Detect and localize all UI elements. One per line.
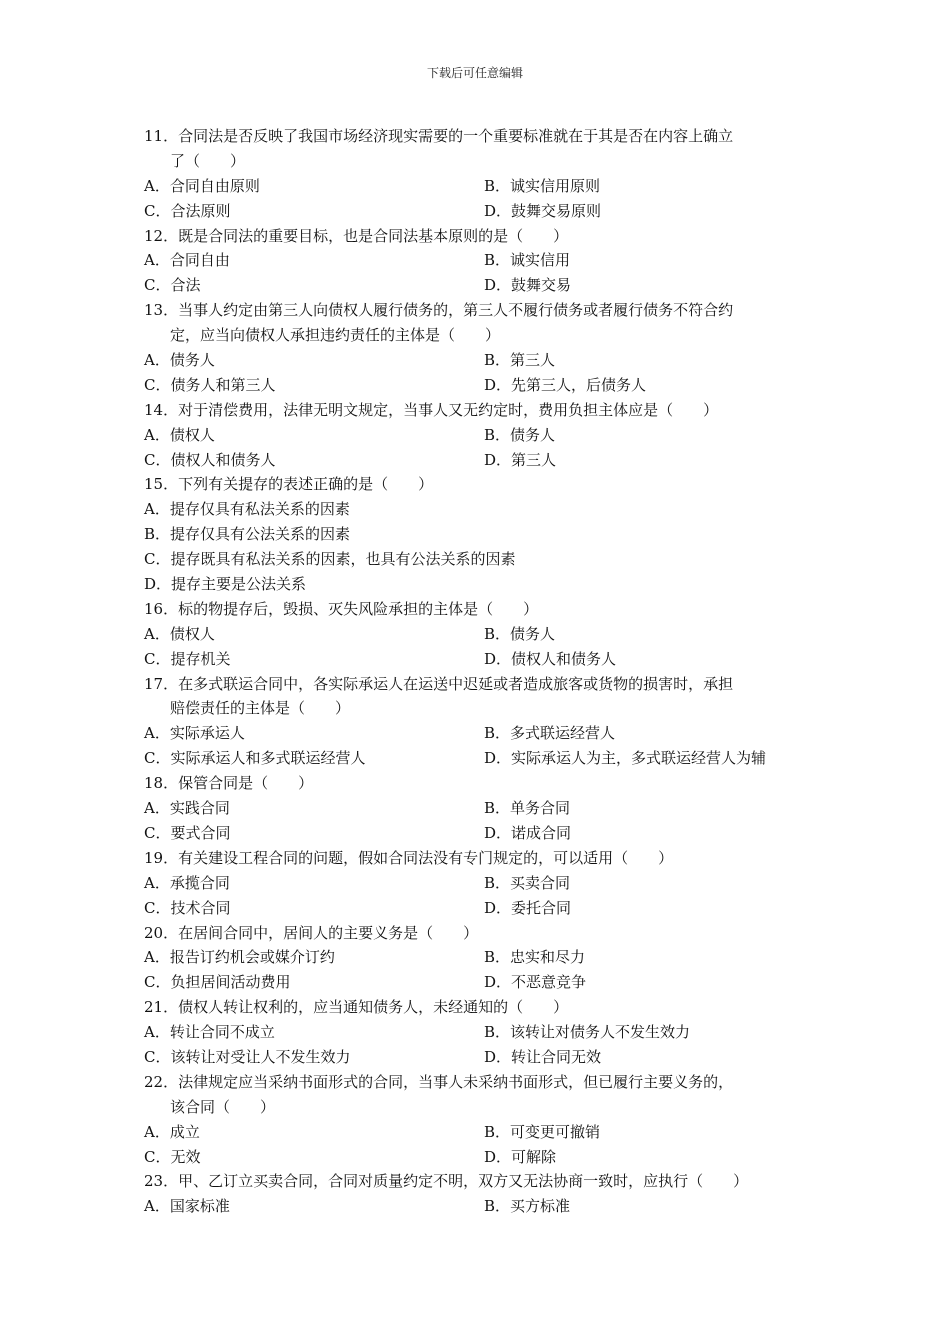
option-text: B．买方标准 <box>484 1197 571 1216</box>
option-text: C．债务人和第三人 <box>144 375 276 394</box>
option-text: D．鼓舞交易 <box>484 276 572 295</box>
question-text: 23．甲、乙订立买卖合同，合同对质量约定不明，双方又无法协商一致时，应执行（ ） <box>144 1172 749 1191</box>
option-text: B．可变更可撤销 <box>484 1122 601 1141</box>
option-row <box>144 373 824 398</box>
option-text: D．债权人和债务人 <box>484 649 617 668</box>
option-text: A．提存仅具有私法关系的因素 <box>144 500 350 519</box>
option-row <box>144 821 824 846</box>
option-text: A．债务人 <box>144 351 215 370</box>
option-text: B．多式联运经营人 <box>484 724 616 743</box>
option-row <box>144 199 824 224</box>
option-text: B．第三人 <box>484 351 556 370</box>
question-text: 16．标的物提存后，毁损、灭失风险承担的主体是（ ） <box>144 599 539 618</box>
option-text: A．实际承运人 <box>144 724 245 743</box>
option-row <box>144 1194 824 1219</box>
option-text: A．合同自由原则 <box>144 176 260 195</box>
option-text: C．提存机关 <box>144 649 231 668</box>
option-text: A．债权人 <box>144 624 215 643</box>
option-text: C．合法原则 <box>144 201 231 220</box>
option-row <box>144 348 824 373</box>
option-row <box>144 871 824 896</box>
option-text: C．无效 <box>144 1147 201 1166</box>
option-text: B．债务人 <box>484 624 556 643</box>
question-text: 12．既是合同法的重要目标，也是合同法基本原则的是（ ） <box>144 226 569 245</box>
option-text: D．先第三人，后债务人 <box>484 375 647 394</box>
option-row <box>144 423 824 448</box>
option-row <box>144 1145 824 1170</box>
option-row <box>144 248 824 273</box>
question-text: 19．有关建设工程合同的问题，假如合同法没有专门规定的，可以适用（ ） <box>144 848 674 867</box>
option-text: B．诚实信用 <box>484 251 571 270</box>
option-text: C．该转让对受让人不发生效力 <box>144 1047 351 1066</box>
option-text: A．成立 <box>144 1122 200 1141</box>
question-continuation: 该合同（ ） <box>170 1097 276 1116</box>
option-row <box>144 647 824 672</box>
option-text: A．承揽合同 <box>144 873 230 892</box>
question-continuation: 赔偿责任的主体是（ ） <box>170 699 351 718</box>
question-text: 21．债权人转让权利的，应当通知债务人，未经通知的（ ） <box>144 998 569 1017</box>
option-text: D．不恶意竞争 <box>484 973 587 992</box>
option-row <box>144 796 824 821</box>
option-text: D．鼓舞交易原则 <box>484 201 602 220</box>
option-text: A．国家标准 <box>144 1197 230 1216</box>
option-text: C．提存既具有私法关系的因素，也具有公法关系的因素 <box>144 550 516 569</box>
option-row <box>144 1020 824 1045</box>
question-text: 11．合同法是否反映了我国市场经济现实需要的一个重要标准就在于其是否在内容上确立 <box>144 127 734 145</box>
option-row <box>144 746 824 771</box>
option-text: D．诺成合同 <box>484 823 572 842</box>
question-text: 14．对于清偿费用，法律无明文规定，当事人又无约定时，费用负担主体应是（ ） <box>144 400 719 419</box>
option-row <box>144 970 824 995</box>
option-text: C．技术合同 <box>144 898 231 917</box>
option-text: D．第三人 <box>484 450 557 469</box>
question-text: 15．下列有关提存的表述正确的是（ ） <box>144 475 434 494</box>
question-text: 22．法律规定应当采纳书面形式的合同，当事人未采纳书面形式，但已履行主要义务的， <box>144 1072 734 1091</box>
question-text: 17．在多式联运合同中，各实际承运人在运送中迟延或者造成旅客或货物的损害时，承担 <box>144 674 734 693</box>
question-text: 13．当事人约定由第三人向债权人履行债务的，第三人不履行债务或者履行债务不符合约 <box>144 301 734 320</box>
option-text: B．单务合同 <box>484 799 571 818</box>
option-row <box>144 448 824 473</box>
option-text: A．实践合同 <box>144 799 230 818</box>
question-continuation: 定，应当向债权人承担违约责任的主体是（ ） <box>170 326 501 345</box>
option-row <box>144 721 824 746</box>
option-row <box>144 622 824 647</box>
option-text: D．可解除 <box>484 1147 557 1166</box>
page-header: 下载后可任意编辑 <box>426 66 523 80</box>
option-text: C．负担居间活动费用 <box>144 973 291 992</box>
option-text: D．提存主要是公法关系 <box>144 575 307 594</box>
option-text: D．委托合同 <box>484 898 572 917</box>
option-row <box>144 273 824 298</box>
option-text: A．转让合同不成立 <box>144 1023 275 1042</box>
option-row <box>144 174 824 199</box>
option-text: A．债权人 <box>144 425 215 444</box>
option-text: B．债务人 <box>484 425 556 444</box>
option-text: C．要式合同 <box>144 823 231 842</box>
option-text: C．债权人和债务人 <box>144 450 276 469</box>
option-text: B．买卖合同 <box>484 873 571 892</box>
option-row <box>144 945 824 970</box>
question-text: 18．保管合同是（ ） <box>144 774 314 793</box>
option-row <box>144 1045 824 1070</box>
option-text: C．合法 <box>144 276 201 295</box>
option-text: D．转让合同无效 <box>484 1047 602 1066</box>
option-text: A．报告订约机会或媒介订约 <box>144 948 335 967</box>
option-text: B．忠实和尽力 <box>484 948 586 967</box>
option-text: B．该转让对债务人不发生效力 <box>484 1023 691 1042</box>
option-row <box>144 1120 824 1145</box>
option-text: A．合同自由 <box>144 251 230 270</box>
option-text: B．提存仅具有公法关系的因素 <box>144 525 351 544</box>
question-continuation: 了（ ） <box>170 151 246 170</box>
option-text: B．诚实信用原则 <box>484 176 601 195</box>
option-row <box>144 896 824 921</box>
question-list <box>144 124 824 1219</box>
option-text: C．实际承运人和多式联运经营人 <box>144 749 366 768</box>
option-text: D．实际承运人为主，多式联运经营人为辅 <box>484 749 767 768</box>
question-text: 20．在居间合同中，居间人的主要义务是（ ） <box>144 923 479 942</box>
